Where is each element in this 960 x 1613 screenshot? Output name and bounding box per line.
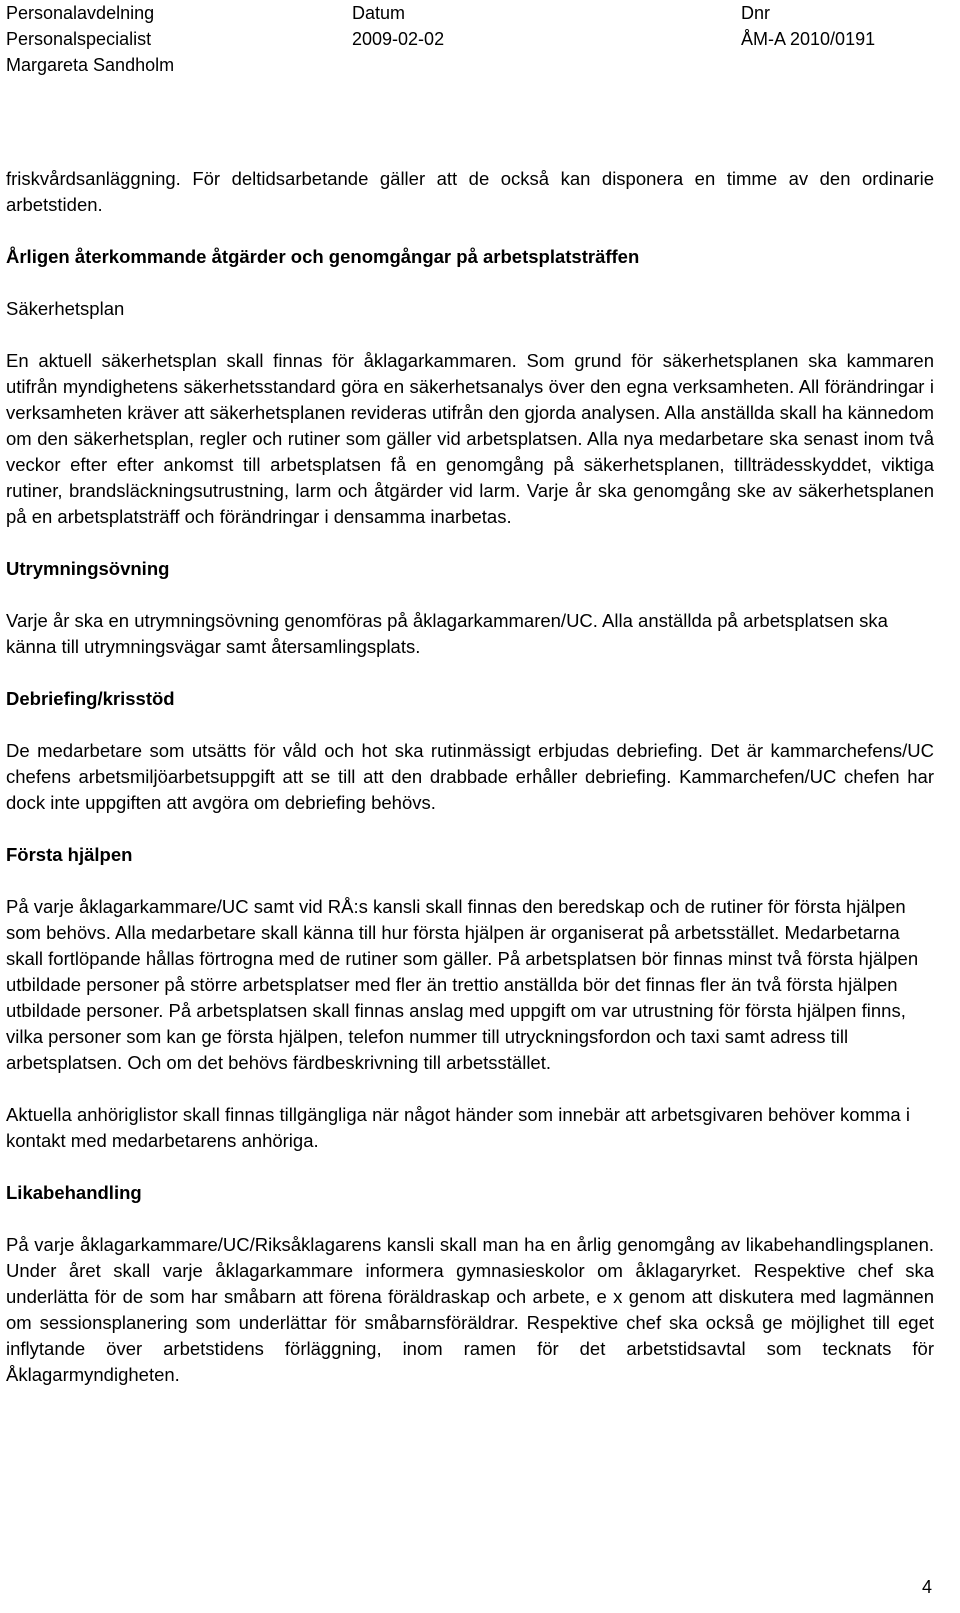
first-aid-heading: Första hjälpen: [6, 844, 133, 865]
relatives-paragraph: Aktuella anhöriglistor skall finnas tillgängliga när något händer som innebär att arbetsgivaren behöver komma i kontakt med medarbetarens anhöriga.: [6, 1104, 910, 1151]
document-body: [6, 166, 934, 1414]
header-dnr-value: ÅM-A 2010/0191: [741, 29, 876, 49]
header-date-label: Datum: [352, 3, 406, 23]
header-author: Margareta Sandholm: [6, 55, 175, 75]
debriefing-heading: Debriefing/krisstöd: [6, 688, 175, 709]
evacuation-paragraph: Varje år ska en utrymningsövning genomföras på åklagarkammaren/UC. Alla anställda på arbetsplatsen ska känna till utrymningsvägar samt återsamlingsplats.: [6, 610, 888, 657]
header-dnr-column: [741, 0, 875, 52]
header-date-value: 2009-02-02: [352, 29, 445, 49]
equality-paragraph: På varje åklagarkammare/UC/Riksåklagarens kansli skall man ha en årlig genomgång av likabehandlingsplanen. Under året skall varje åklagarkammare informera gymnasieskolor om åklagaryrket. Respektive chef ska underlätta för de som har småbarn att förena föräldraskap och arbete, e x genom att diskutera med lagmännen om sessionsplanering som underlättar för småbarnsföräldrar. Respektive chef ska också ge möjlighet till eget inflytande över arbetstidens förläggning, inom ramen för det arbetstidsavtal som tecknats för Åklagarmyndigheten.: [6, 1234, 934, 1385]
header-date-column: [352, 0, 444, 52]
annual-measures-heading: Årligen återkommande åtgärder och genomgångar på arbetsplatsträffen: [6, 246, 640, 267]
safety-plan-heading: Säkerhetsplan: [6, 298, 125, 319]
first-aid-paragraph: På varje åklagarkammare/UC samt vid RÅ:s kansli skall finnas den beredskap och de rutiner för första hjälpen som behövs. Alla medarbetare skall känna till hur första hjälpen är organiserat på arbetsstället. Medarbetarna skall fortlöpande hållas förtrogna med de rutiner som gäller. På arbetsplatsen bör finnas minst två första hjälpen utbildade personer på större arbetsplatser med fler än trettio anställda bör det finnas fler än två första hjälpen utbildade personer. På arbetsplatsen skall finnas anslag med uppgift om var utrustning för första hjälpen finns, vilka personer som kan ge första hjälpen, telefon nummer till utryckningsfordon och taxi samt adress till arbetsplatsen. Och om det behövs färdbeskrivning till arbetsstället.: [6, 896, 919, 1073]
header-department-column: [6, 0, 174, 78]
evacuation-heading: Utrymningsövning: [6, 558, 170, 579]
header-title: Personalspecialist: [6, 29, 152, 49]
header-dnr-label: Dnr: [741, 3, 771, 23]
intro-paragraph: friskvårdsanläggning. För deltidsarbetande gäller att de också kan disponera en timme av den ordinarie arbetstiden.: [6, 168, 934, 215]
page-number: 4: [921, 1577, 932, 1597]
equality-heading: Likabehandling: [6, 1182, 142, 1203]
safety-plan-paragraph: En aktuell säkerhetsplan skall finnas för åklagarkammaren. Som grund för säkerhetsplanen ska kammaren utifrån myndighetens säkerhetsstandard göra en säkerhetsanalys över den egna verksamheten. All förändringar i verksamheten kräver att säkerhetsplanen revideras utifrån den gjorda analysen. Alla anställda skall ha kännedom om den säkerhetsplan, regler och rutiner som gäller vid arbetsplatsen. Alla nya medarbetare ska senast inom två veckor efter efter ankomst till arbetsplatsen få en genomgång på säkerhetsplanen, tillträdesskyddet, viktiga rutiner, brandsläckningsutrustning, larm och åtgärder vid larm. Varje år ska genomgång ske av säkerhetsplanen på en arbetsplatsträff och förändringar i densamma inarbetas.: [6, 350, 934, 527]
debriefing-paragraph: De medarbetare som utsätts för våld och hot ska rutinmässigt erbjudas debriefing. Det är kammarchefens/UC chefens arbetsmiljöarbetsuppgift att se till att den drabbade erhåller debriefing. Kammarchefen/UC chefen har dock inte uppgiften att avgöra om debriefing behövs.: [6, 740, 934, 813]
header-department: Personalavdelning: [6, 3, 155, 23]
